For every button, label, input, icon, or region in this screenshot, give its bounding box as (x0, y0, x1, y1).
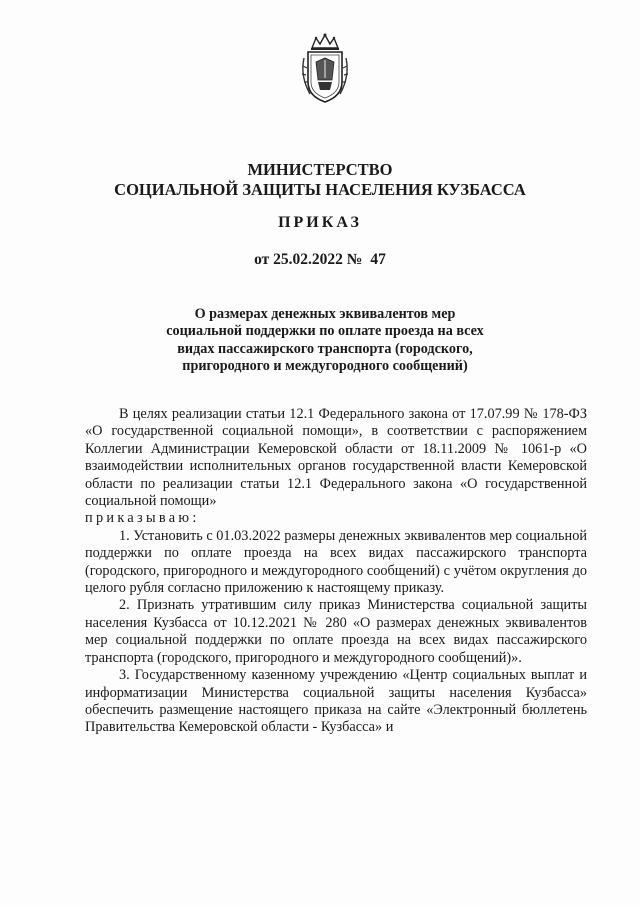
item-1-paragraph: 1. Установить с 01.03.2022 размеры денежных эквивалентов мер социальной поддержки по оплате проезда на всех видах пассажирского транспорта (городского, пригородного и междугородного сообщений) с учётом округления до целого рубля согласно приложению к настоящему приказу. (85, 527, 587, 597)
ministry-line-1: МИНИСТЕРСТВО (247, 160, 393, 179)
subject-line-4: пригородного и междугородного сообщений) (182, 358, 468, 375)
subject-line-2: социальной поддержки по оплате проезда на всех (166, 323, 484, 340)
preamble-paragraph: В целях реализации статьи 12.1 Федерального закона от 17.07.99 № 178-ФЗ «О государственной социальной помощи», в соответствии с распоряжением Коллегии Администрации Кемеровской области от 18.11.2009 № 1061-р «О взаимодействии исполнительных органов государственной власти Кемеровской области по реализации статьи 12.1 Федерального закона «О государственной социальной помощи» (85, 406, 587, 510)
subject-line-3: видах пассажирского транспорта (городского, (177, 340, 473, 357)
ministry-name (0, 160, 640, 200)
document-type: ПРИКАЗ (278, 214, 362, 231)
decree-paragraph (85, 510, 587, 527)
order-subject (150, 306, 500, 376)
ministry-line-2: СОЦИАЛЬНОЙ ЗАЩИТЫ НАСЕЛЕНИЯ КУЗБАССА (114, 180, 526, 199)
order-date-line (0, 251, 640, 269)
item-3-paragraph: 3. Государственному казенному учреждению «Центр социальных выплат и информатизации Министерства социальной защиты населения Кузбасса» обеспечить размещение настоящего приказа на сайте «Электронный бюллетень Правительства Кемеровской области - Кузбасса» и (85, 667, 587, 736)
kuzbass-coat-of-arms-icon (296, 32, 354, 106)
order-date: от 25.02.2022 № (254, 251, 363, 268)
subject-line-1: О размерах денежных эквивалентов мер (194, 306, 456, 322)
item-2-paragraph: 2. Признать утратившим силу приказ Министерства социальной защиты населения Кузбасса от 10.12.2021 № 280 «О размерах денежных эквивалентов мер социальной поддержки по оплате проезда на всех видах пассажирского транспорта (городского, пригородного и междугородного сообщений)». (85, 597, 587, 666)
decree-word: приказываю: (85, 510, 200, 527)
order-body (85, 406, 587, 737)
order-number: 47 (370, 251, 386, 268)
